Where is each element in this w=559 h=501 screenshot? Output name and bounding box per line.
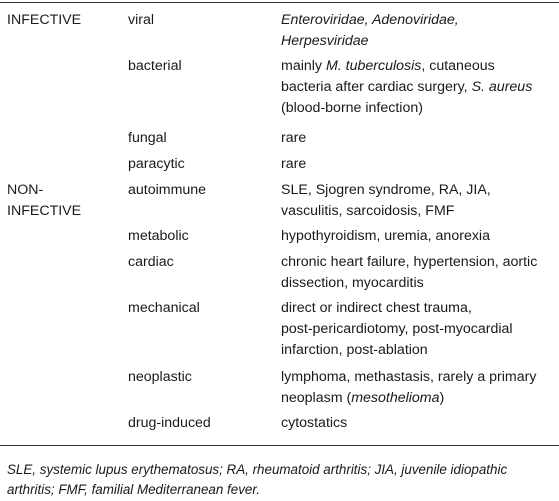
examples-cell [281,154,306,175]
examples-cell-line [281,340,513,361]
type-cell-line: drug-induced [128,415,211,431]
text-segment: SLE, Sjogren syndrome, RA, JIA, [281,182,491,198]
type-cell-line: fungal [128,130,167,146]
text-segment: bacteria after cardiac surgery, [281,79,472,95]
examples-cell [281,128,306,149]
examples-cell-line [281,180,491,201]
examples-cell [281,298,513,361]
table-footnote [7,460,555,500]
examples-cell-line [281,201,491,222]
text-segment: ) [439,390,445,406]
type-cell-line: autoimmune [128,182,207,198]
text-segment: S. aureus [471,79,533,95]
text-segment: post-pericardiotomy, post-myocardial [281,321,513,337]
examples-cell-line [281,252,537,273]
text-segment: infarction, post-ablation [281,342,428,358]
type-cell-line: neoplastic [128,369,192,385]
category-cell-line: NON- [7,182,44,198]
text-segment: vasculitis, sarcoidosis, FMF [281,203,455,219]
type-cell [128,298,200,319]
text-segment: rare [281,130,307,146]
type-cell [128,252,174,273]
examples-cell-line [281,273,537,294]
text-segment: dissection, myocarditis [281,275,424,291]
type-cell-line: metabolic [128,228,189,244]
text-segment: (blood-borne infection) [281,100,423,116]
type-cell [128,180,206,201]
text-segment: chronic heart failure, hypertension, aortic [281,254,538,270]
type-cell [128,226,189,247]
examples-cell-line [281,226,490,247]
text-segment: cytostatics [281,415,348,431]
type-cell [128,154,185,175]
footnote-line: SLE, systemic lupus erythematosus; RA, rheumatoid arthritis; JIA, juvenile idiopathic [7,462,508,477]
examples-cell-line [281,31,459,52]
examples-cell [281,252,537,294]
text-segment: , cutaneous [421,58,495,74]
footnote-line: arthritis; FMF, familial Mediterranean fever. [7,482,261,497]
examples-cell [281,413,347,434]
examples-cell [281,226,490,247]
category-cell-line: INFECTIVE [7,203,82,219]
category-cell [7,180,81,222]
text-segment: hypothyroidism, uremia, anorexia [281,228,490,244]
examples-cell [281,10,459,52]
examples-cell-line [281,128,306,149]
examples-cell [281,56,532,119]
type-cell-line: viral [128,12,155,28]
text-segment: Herpesviridae [281,33,369,49]
text-segment: direct or indirect chest trauma, [281,300,472,316]
type-cell [128,367,192,388]
text-segment: Enteroviridae, Adenoviridae, [281,12,459,28]
examples-cell-line [281,77,532,98]
table-top-rule [0,2,559,3]
type-cell [128,128,167,149]
examples-cell [281,180,491,222]
examples-cell-line [281,367,536,388]
text-segment: M. tuberculosis [325,58,422,74]
text-segment: rare [281,156,307,172]
examples-cell-line [281,413,347,434]
examples-cell-line [281,154,306,175]
examples-cell [281,367,536,409]
type-cell [128,10,154,31]
text-segment: lymphoma, methastasis, rarely a primary [281,369,537,385]
text-segment: mainly [281,58,326,74]
examples-cell-line [281,98,532,119]
type-cell-line: mechanical [128,300,200,316]
examples-cell-line [281,56,532,77]
text-segment: neoplasm ( [281,390,352,406]
type-cell-line: paracytic [128,156,185,172]
category-cell-line: INFECTIVE [7,12,82,28]
examples-cell-line [281,298,513,319]
type-cell [128,56,182,77]
type-cell [128,413,211,434]
examples-cell-line [281,10,459,31]
text-segment: mesothelioma [351,390,440,406]
table-bottom-rule [0,445,559,446]
examples-cell-line [281,388,536,409]
examples-cell-line [281,319,513,340]
type-cell-line: bacterial [128,58,182,74]
type-cell-line: cardiac [128,254,174,270]
category-cell [7,10,81,31]
